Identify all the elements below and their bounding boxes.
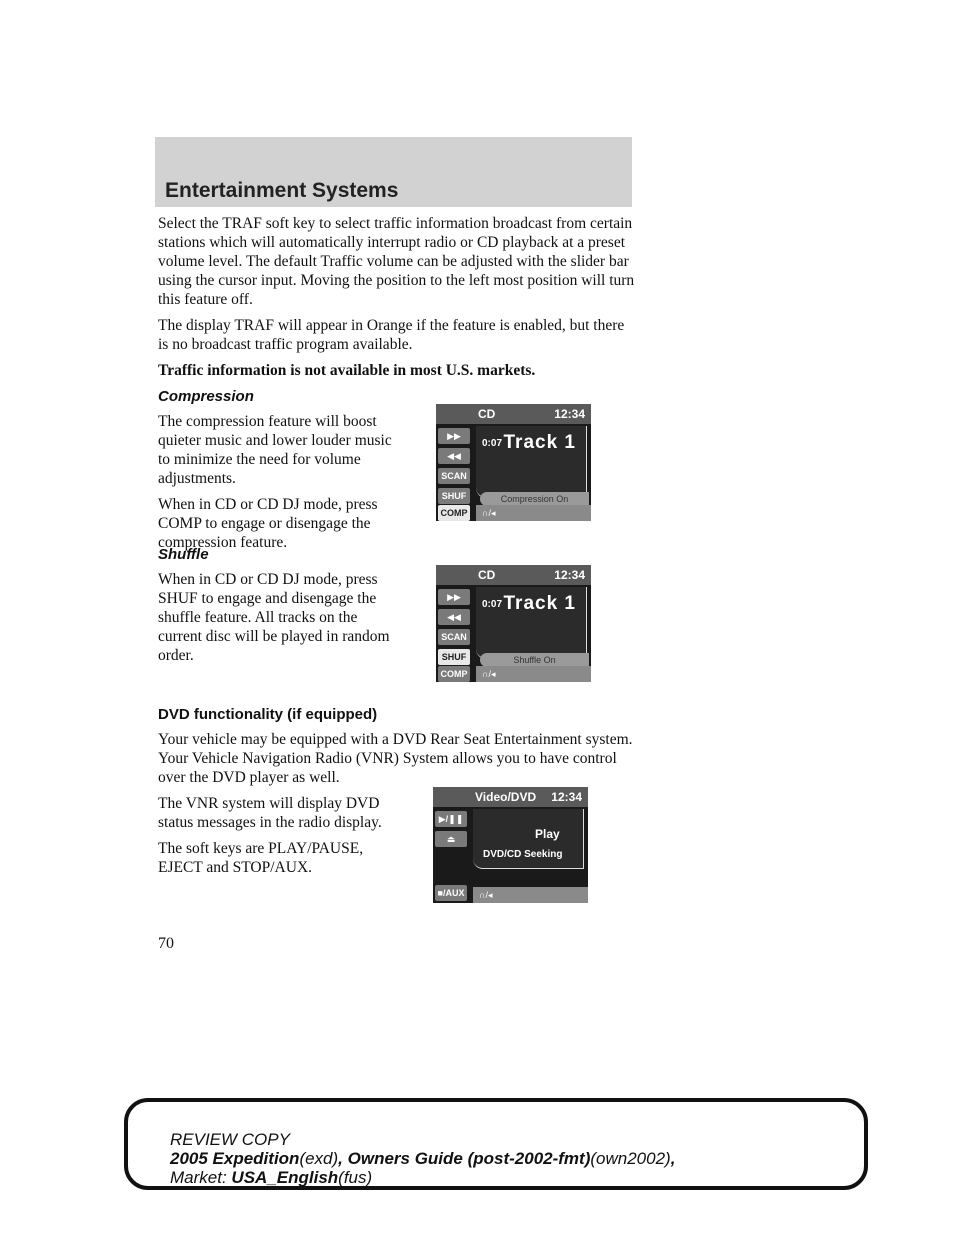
display-status-bar (436, 565, 591, 585)
dvd-paragraph-3: The soft keys are PLAY/PAUSE, EJECT and STOP/AUX. (158, 840, 364, 876)
audio-icon-bar (476, 666, 591, 682)
status-message: Compression On (480, 492, 589, 506)
seeking-message: DVD/CD Seeking (483, 849, 563, 860)
headphones-icon: ∩/◂ (479, 890, 493, 900)
shuf-key[interactable]: SHUF (438, 488, 470, 504)
footer-market-code: (fus) (338, 1168, 373, 1187)
play-status: Play (535, 827, 560, 841)
stop-aux-key[interactable] (435, 885, 467, 901)
fast-forward-icon: ▶▶ (447, 431, 461, 441)
compression-paragraph-1: The compression feature will boost quieter music and lower louder music to minimize the need for volume adjustments. (158, 413, 392, 487)
clock-label: 12:34 (554, 407, 585, 421)
footer-guide: , Owners Guide (post-2002-fmt) (338, 1149, 591, 1168)
aux-label: /AUX (442, 888, 465, 898)
section-title: Entertainment Systems (165, 179, 399, 202)
track-label: Track 1 (503, 432, 576, 453)
scan-key[interactable]: SCAN (438, 468, 470, 484)
source-label: Video/DVD (475, 790, 537, 804)
review-copy-label: REVIEW COPY (170, 1130, 290, 1149)
elapsed-time: 0:07 (482, 438, 503, 449)
play-pause-icon: ▶/❚❚ (438, 814, 464, 824)
scan-key[interactable]: SCAN (438, 629, 470, 645)
status-message: Shuffle On (480, 653, 589, 667)
dvd-heading: DVD functionality (if equipped) (158, 706, 378, 723)
radio-display-compression (436, 404, 591, 521)
page-number: 70 (158, 935, 174, 952)
play-pause-key[interactable] (435, 811, 467, 827)
footer-comma: , (670, 1149, 676, 1168)
rewind-key[interactable] (438, 448, 470, 464)
footer-line-3 (170, 1168, 372, 1188)
fast-forward-icon: ▶▶ (447, 592, 461, 602)
radio-display-shuffle (436, 565, 591, 682)
intro-paragraph-1: Select the TRAF soft key to select traffic information broadcast from certain stations which will automatically interrupt radio or CD playback at a preset volume level. The default Traffic volume can be adjusted with the slider bar using the cursor input. Moving the position to the left most position will turn this feature off. (158, 215, 635, 308)
clock-label: 12:34 (554, 568, 585, 582)
headphones-icon: ∩/◂ (482, 669, 496, 679)
footer-model-code: (exd) (299, 1149, 339, 1168)
source-label: CD (478, 568, 496, 582)
eject-key[interactable] (435, 831, 467, 847)
rewind-key[interactable] (438, 609, 470, 625)
section-header-band (155, 137, 632, 207)
dvd-panel (473, 809, 584, 869)
track-label: Track 1 (503, 593, 576, 614)
review-footer (124, 1098, 868, 1190)
stop-icon: ■ (437, 888, 443, 898)
footer-market-label: Market: (170, 1168, 227, 1187)
footer-model: 2005 Expedition (170, 1149, 300, 1168)
rewind-icon: ◀◀ (447, 612, 461, 622)
clock-label: 12:34 (551, 790, 582, 804)
compression-heading: Compression (158, 388, 254, 405)
footer-guide-code: (own2002) (590, 1149, 671, 1168)
fast-forward-key[interactable] (438, 589, 470, 605)
audio-icon-bar (476, 505, 591, 521)
display-status-bar (436, 404, 591, 424)
traffic-note: Traffic information is not available in most U.S. markets. (158, 362, 536, 379)
footer-line-2 (170, 1149, 675, 1169)
track-panel (476, 426, 587, 498)
source-label: CD (478, 407, 496, 421)
intro-paragraph-2: The display TRAF will appear in Orange if the feature is enabled, but there is no broadcast traffic program available. (158, 317, 625, 353)
compression-paragraph-2: When in CD or CD DJ mode, press COMP to engage or disengage the compression feature. (158, 496, 378, 551)
eject-icon: ⏏ (446, 834, 456, 844)
fast-forward-key[interactable] (438, 428, 470, 444)
radio-display-dvd (433, 787, 588, 903)
display-status-bar (433, 787, 588, 807)
shuffle-heading: Shuffle (158, 546, 209, 563)
track-panel (476, 587, 587, 659)
footer-market: USA_English (231, 1168, 339, 1187)
comp-key[interactable]: COMP (438, 505, 470, 521)
dvd-paragraph-1: Your vehicle may be equipped with a DVD Rear Seat Entertainment system. Your Vehicle Navigation Radio (VNR) System allows you to have control over the DVD player as well. (158, 731, 633, 786)
elapsed-time: 0:07 (482, 599, 503, 610)
comp-key[interactable]: COMP (438, 666, 470, 682)
audio-icon-bar (473, 887, 588, 903)
dvd-paragraph-2: The VNR system will display DVD status messages in the radio display. (158, 795, 382, 831)
shuf-key[interactable]: SHUF (438, 649, 470, 665)
shuffle-paragraph-1: When in CD or CD DJ mode, press SHUF to engage and disengage the shuffle feature. All tracks on the current disc will be played in random order. (158, 571, 390, 664)
rewind-icon: ◀◀ (447, 451, 461, 461)
headphones-icon: ∩/◂ (482, 508, 496, 518)
